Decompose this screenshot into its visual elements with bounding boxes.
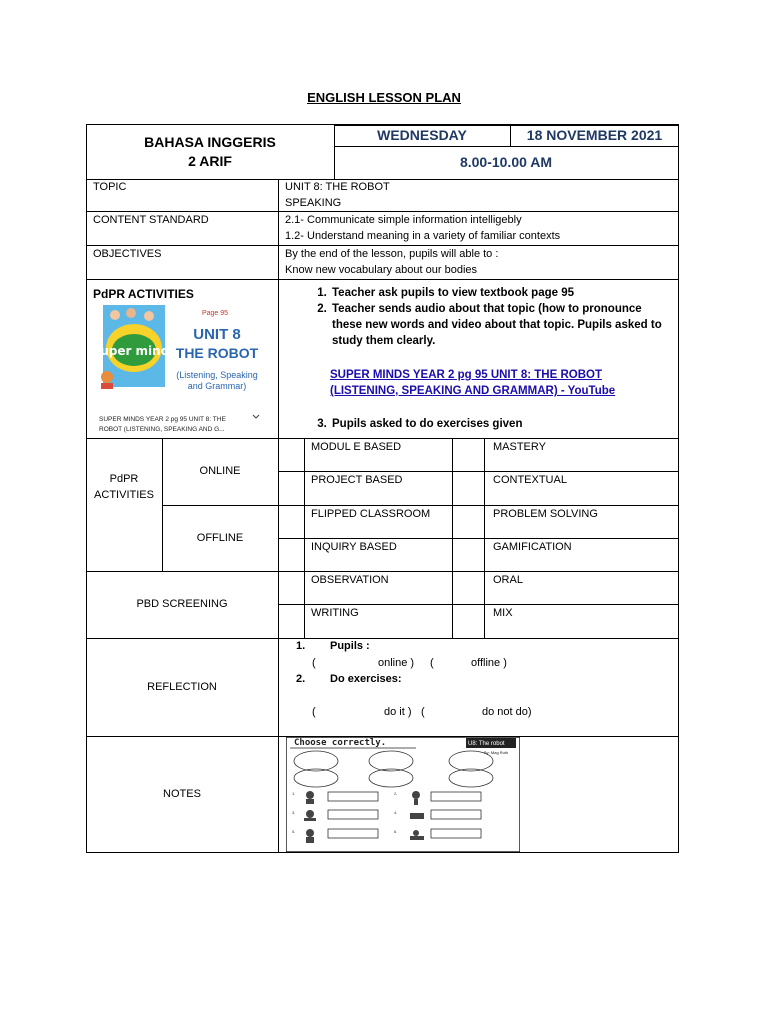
option-mastery: MASTERY <box>493 441 546 453</box>
svg-text:U8: The robot: U8: The robot <box>468 741 505 747</box>
option-flipped-classroom: FLIPPED CLASSROOM <box>311 508 431 520</box>
reflection-label: REFLECTION <box>147 681 217 693</box>
modes-label-line2: ACTIVITIES <box>94 489 154 501</box>
page-title: ENGLISH LESSON PLAN <box>307 90 461 105</box>
checkbox-oral[interactable] <box>454 574 482 602</box>
mode-offline: OFFLINE <box>196 532 244 544</box>
reflection-online: online ) <box>378 657 415 669</box>
pdpr-step-3: 3. Pupils asked to do exercises given <box>330 416 673 432</box>
objectives-label: OBJECTIVES <box>93 248 162 260</box>
reflection-do-not-do: do not do) <box>482 706 532 718</box>
reflection-offline: offline ) <box>471 657 507 669</box>
objectives-line2: Know new vocabulary about our bodies <box>285 264 478 276</box>
option-observation: OBSERVATION <box>311 574 389 586</box>
notes-label: NOTES <box>163 788 201 800</box>
pbd-screening-label: PBD SCREENING <box>136 598 228 610</box>
worksheet-image <box>286 737 520 852</box>
worksheet-thumbnail <box>286 737 520 852</box>
pdpr-steps-list <box>308 285 673 349</box>
option-writing: WRITING <box>311 607 359 619</box>
svg-text:By: Mag Ruth: By: Mag Ruth <box>484 750 509 755</box>
svg-text:3.: 3. <box>292 810 296 815</box>
reflection-do-it: do it ) <box>384 706 412 718</box>
topic-label: TOPIC <box>93 181 127 193</box>
checkbox-mastery[interactable] <box>454 441 482 469</box>
svg-text:5.: 5. <box>292 829 296 834</box>
mode-online: ONLINE <box>199 465 241 477</box>
modes-label-line1: PdPR <box>109 473 139 485</box>
checkbox-contextual[interactable] <box>454 474 482 502</box>
svg-text:Page 95: Page 95 <box>201 310 229 317</box>
option-oral: ORAL <box>493 574 523 586</box>
pdpr-steps-list-cont <box>308 416 673 432</box>
checkbox-project-based[interactable] <box>280 474 302 502</box>
checkbox-mix[interactable] <box>454 607 482 635</box>
checkbox-inquiry-based[interactable] <box>280 541 302 569</box>
svg-text:(Listening, Speaking: (Listening, Speaking <box>176 370 258 380</box>
class-name: 2 ARIF <box>188 153 232 169</box>
lesson-date: 18 NOVEMBER 2021 <box>526 127 663 143</box>
reflection-q1: Pupils : <box>330 640 370 652</box>
pdpr-step-2: 2. Teacher sends audio about that topic (how to pronounce these new words and video about that topic. Pupils asked to study them clearly. <box>330 301 673 349</box>
lesson-time: 8.00-10.00 AM <box>459 154 553 170</box>
pdpr-step-1: 1. Teacher ask pupils to view textbook page 95 <box>330 285 673 301</box>
cover-brand: Super minds <box>95 344 177 358</box>
option-project-based: PROJECT BASED <box>311 474 403 486</box>
svg-text:Choose correctly.: Choose correctly. <box>294 738 387 748</box>
svg-text:and Grammar): and Grammar) <box>187 381 247 391</box>
objectives-line1: By the end of the lesson, pupils will able to : <box>285 248 499 260</box>
option-problem-solving: PROBLEM SOLVING <box>493 508 598 520</box>
topic-line2: SPEAKING <box>285 197 342 209</box>
super-minds-cover-image <box>95 303 265 437</box>
youtube-link-line1[interactable]: SUPER MINDS YEAR 2 pg 95 UNIT 8: THE ROBOT <box>330 369 602 381</box>
checkbox-modul-e-based[interactable] <box>280 441 302 469</box>
option-gamification: GAMIFICATION <box>493 541 572 553</box>
option-mix: MIX <box>493 607 513 619</box>
checkbox-problem-solving[interactable] <box>454 508 482 536</box>
content-standard-label: CONTENT STANDARD <box>93 214 209 226</box>
subject-name: BAHASA INGGERIS <box>144 134 276 150</box>
svg-text:1.: 1. <box>292 791 296 796</box>
svg-text:4.: 4. <box>394 810 398 815</box>
checkbox-observation[interactable] <box>280 574 302 602</box>
content-standard-line1: 2.1- Communicate simple information intelligebly <box>285 214 522 226</box>
option-modul-e-based: MODUL E BASED <box>311 441 402 453</box>
svg-text:UNIT 8: UNIT 8 <box>193 326 241 343</box>
option-contextual: CONTEXTUAL <box>493 474 567 486</box>
svg-text:THE ROBOT: THE ROBOT <box>175 345 259 361</box>
option-inquiry-based: INQUIRY BASED <box>311 541 397 553</box>
svg-text:6.: 6. <box>394 829 398 834</box>
svg-text:ROBOT (LISTENING, SPEAKING AND: ROBOT (LISTENING, SPEAKING AND G... <box>99 426 225 433</box>
topic-line1: UNIT 8: THE ROBOT <box>285 181 390 193</box>
youtube-link-line2[interactable]: (LISTENING, SPEAKING AND GRAMMAR) - YouTube <box>330 385 616 397</box>
checkbox-gamification[interactable] <box>454 541 482 569</box>
reflection-q2: Do exercises: <box>330 673 402 685</box>
svg-text:SUPER MINDS YEAR 2 pg 95 UNIT: SUPER MINDS YEAR 2 pg 95 UNIT 8: THE <box>99 416 226 423</box>
video-thumbnail[interactable] <box>95 303 265 437</box>
checkbox-flipped-classroom[interactable] <box>280 508 302 536</box>
content-standard-line2: 1.2- Understand meaning in a variety of familiar contexts <box>285 230 561 242</box>
pdpr-activities-label: PdPR ACTIVITIES <box>93 287 194 301</box>
lesson-day: WEDNESDAY <box>377 127 467 143</box>
svg-text:2.: 2. <box>394 791 398 796</box>
checkbox-writing[interactable] <box>280 607 302 635</box>
pdpr-steps <box>308 285 673 349</box>
